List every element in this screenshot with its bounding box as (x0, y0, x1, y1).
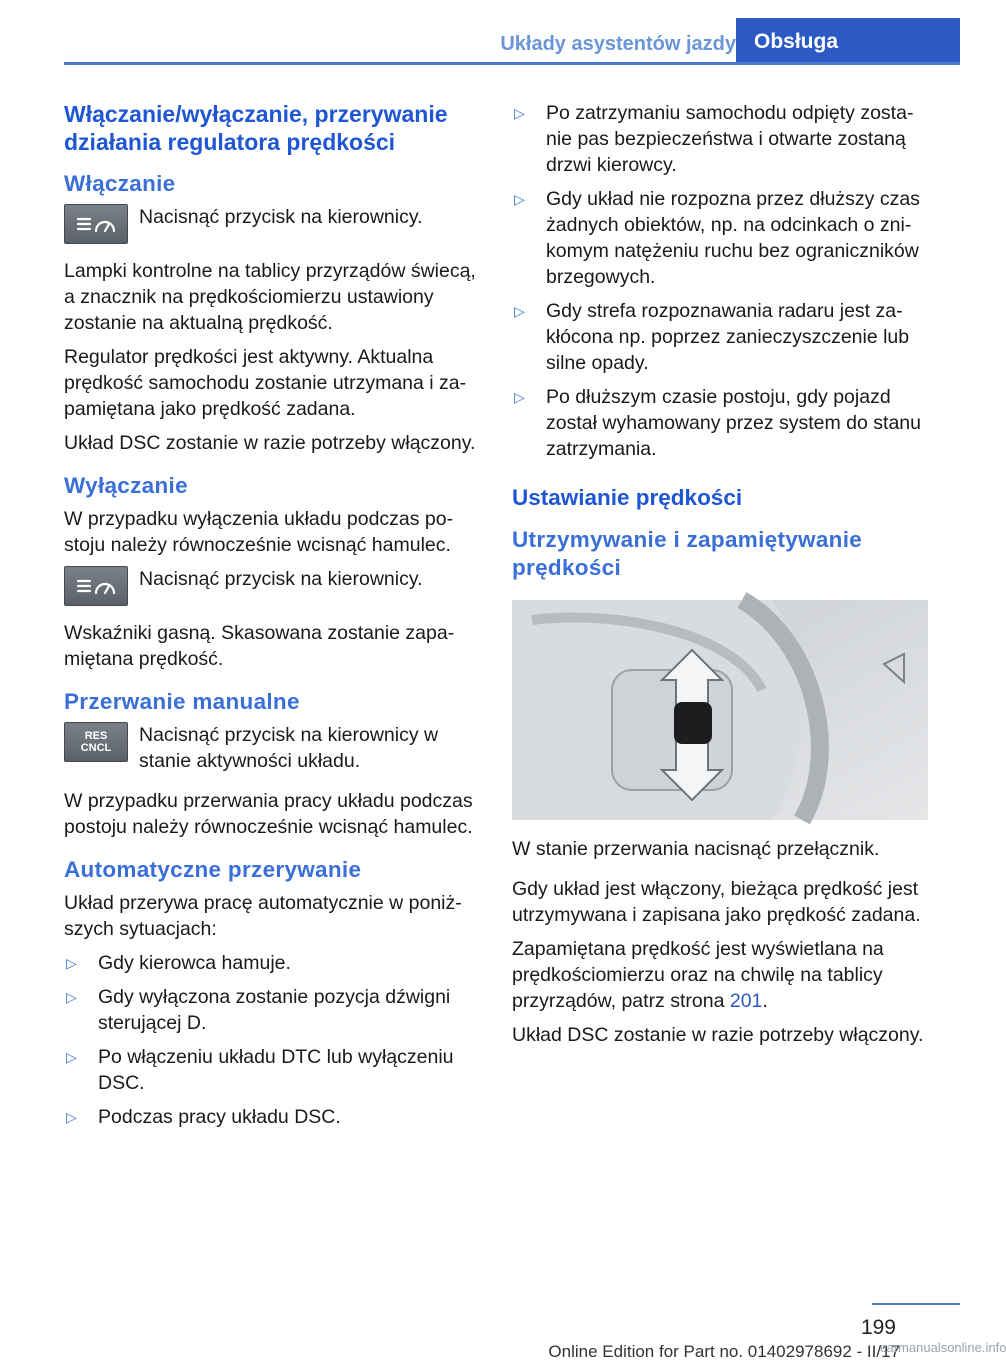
subheading-przerwanie-manualne: Przerwanie manualne (64, 689, 300, 714)
instruction-press-button (64, 722, 478, 774)
list-item: ▷ Po włączeniu układu DTC lub wyłączeniu DSC. (66, 1046, 454, 1094)
page-number: 199 (860, 1316, 896, 1339)
triangle-bullet-icon: ▷ (514, 303, 525, 319)
paragraph: Lampki kontrolne na tablicy przyrządów świecą, a znacznik na prędkościomierzu ustawiony zostanie na aktualną prędkość. (64, 260, 476, 334)
instruction-press-button (64, 204, 478, 244)
res-cncl-icon (64, 722, 128, 762)
header-tab-obsluga[interactable]: Obsługa (736, 18, 960, 65)
res-cncl-label: RES CNCL (80, 730, 112, 754)
subheading-wylaczanie: Wyłączanie (64, 473, 188, 498)
header-rule (64, 62, 960, 65)
subheading-wlaczanie: Włączanie (64, 171, 176, 196)
list-item: ▷ Po zatrzymaniu samochodu odpięty zostanie pas bezpieczeństwa i otwarte zostaną drzwi kierowcy. (514, 102, 914, 176)
triangle-bullet-icon: ▷ (66, 955, 77, 971)
instruction-text: Nacisnąć przycisk na kierownicy. (139, 206, 423, 228)
heading-ustawianie-predkosci: Ustawianie prędkości (512, 485, 743, 510)
paragraph: W przypadku przerwania pracy układu podczas postoju należy równocześnie wcisnąć hamulec. (64, 790, 473, 838)
cruise-control-icon (64, 566, 128, 606)
paragraph: Regulator prędkości jest aktywny. Aktualna prędkość samochodu zostanie utrzymana i zapamiętana jako prędkość zadana. (64, 346, 467, 420)
triangle-bullet-icon: ▷ (66, 1049, 77, 1065)
steering-wheel-switch-image (512, 600, 928, 820)
instruction-text: Nacisnąć przycisk na kierownicy. (139, 568, 423, 590)
paragraph: Układ DSC zostanie w razie potrzeby włączony. (64, 432, 476, 454)
paragraph: Układ DSC zostanie w razie potrzeby włączony. (512, 1024, 924, 1046)
page-link-201[interactable]: 201 (729, 990, 763, 1012)
list-item: ▷ Podczas pracy układu DSC. (66, 1106, 341, 1128)
cruise-control-icon (64, 204, 128, 244)
bullet-list-right (512, 100, 932, 462)
footer-rule (872, 1303, 960, 1305)
triangle-bullet-icon: ▷ (514, 105, 525, 121)
watermark: carmanualsonline.info (880, 1340, 1006, 1355)
triangle-bullet-icon: ▷ (514, 389, 525, 405)
instruction-press-button (64, 566, 478, 606)
instruction-text: Nacisnąć przycisk na kierownicy w stanie aktywności układu. (139, 724, 439, 772)
list-item: ▷ Gdy kierowca hamuje. (66, 952, 291, 974)
section-heading-on-off: Włączanie/wyłączanie, przerywanie działania regulatora prędkości (64, 101, 448, 155)
list-item: ▷ Po dłuższym czasie postoju, gdy pojazd został wyhamowany przez system do stanu zatrzymania. (514, 386, 921, 460)
paragraph: Wskaźniki gasną. Skasowana zostanie zapamiętana prędkość. (64, 622, 455, 670)
paragraph: W przypadku wyłączenia układu podczas postoju należy równocześnie wcisnąć hamulec. (64, 508, 454, 556)
triangle-bullet-icon: ▷ (514, 191, 525, 207)
list-item: ▷ Gdy wyłączona zostanie pozycja dźwigni sterującej D. (66, 986, 451, 1034)
bullet-list-left (64, 950, 478, 1130)
subheading-automatyczne-przerywanie: Automatyczne przerywanie (64, 857, 362, 882)
subheading-utrzymywanie: Utrzymywanie i zapamiętywanie prędkości (512, 527, 863, 580)
right-column (512, 100, 932, 1056)
triangle-bullet-icon: ▷ (66, 989, 77, 1005)
left-column (64, 100, 478, 1138)
edition-note: Online Edition for Part no. 01402978692 - II/17 (548, 1342, 900, 1361)
paragraph: Zapamiętana prędkość jest wyświetlana na prędkościomierzu oraz na chwilę na tablicy przyrządów, patrz strona 201. (512, 938, 884, 1012)
paragraph: Układ przerywa pracę automatycznie w poniższych sytuacjach: (64, 892, 462, 940)
image-caption: W stanie przerwania nacisnąć przełącznik. (512, 838, 880, 860)
triangle-bullet-icon: ▷ (66, 1109, 77, 1125)
header-section-title: Układy asystentów jazdy (500, 33, 736, 55)
paragraph: Gdy układ jest włączony, bieżąca prędkość jest utrzymywana i zapisana jako prędkość zadana. (512, 878, 921, 926)
list-item: ▷ Gdy strefa rozpoznawania radaru jest zakłócona np. poprzez zanieczyszczenie lub silne opady. (514, 300, 910, 374)
list-item: ▷ Gdy układ nie rozpozna przez dłuższy czas żadnych obiektów, np. na odcinkach o znikomym natężeniu ruchu bez ograniczników brzegowych. (514, 188, 920, 288)
